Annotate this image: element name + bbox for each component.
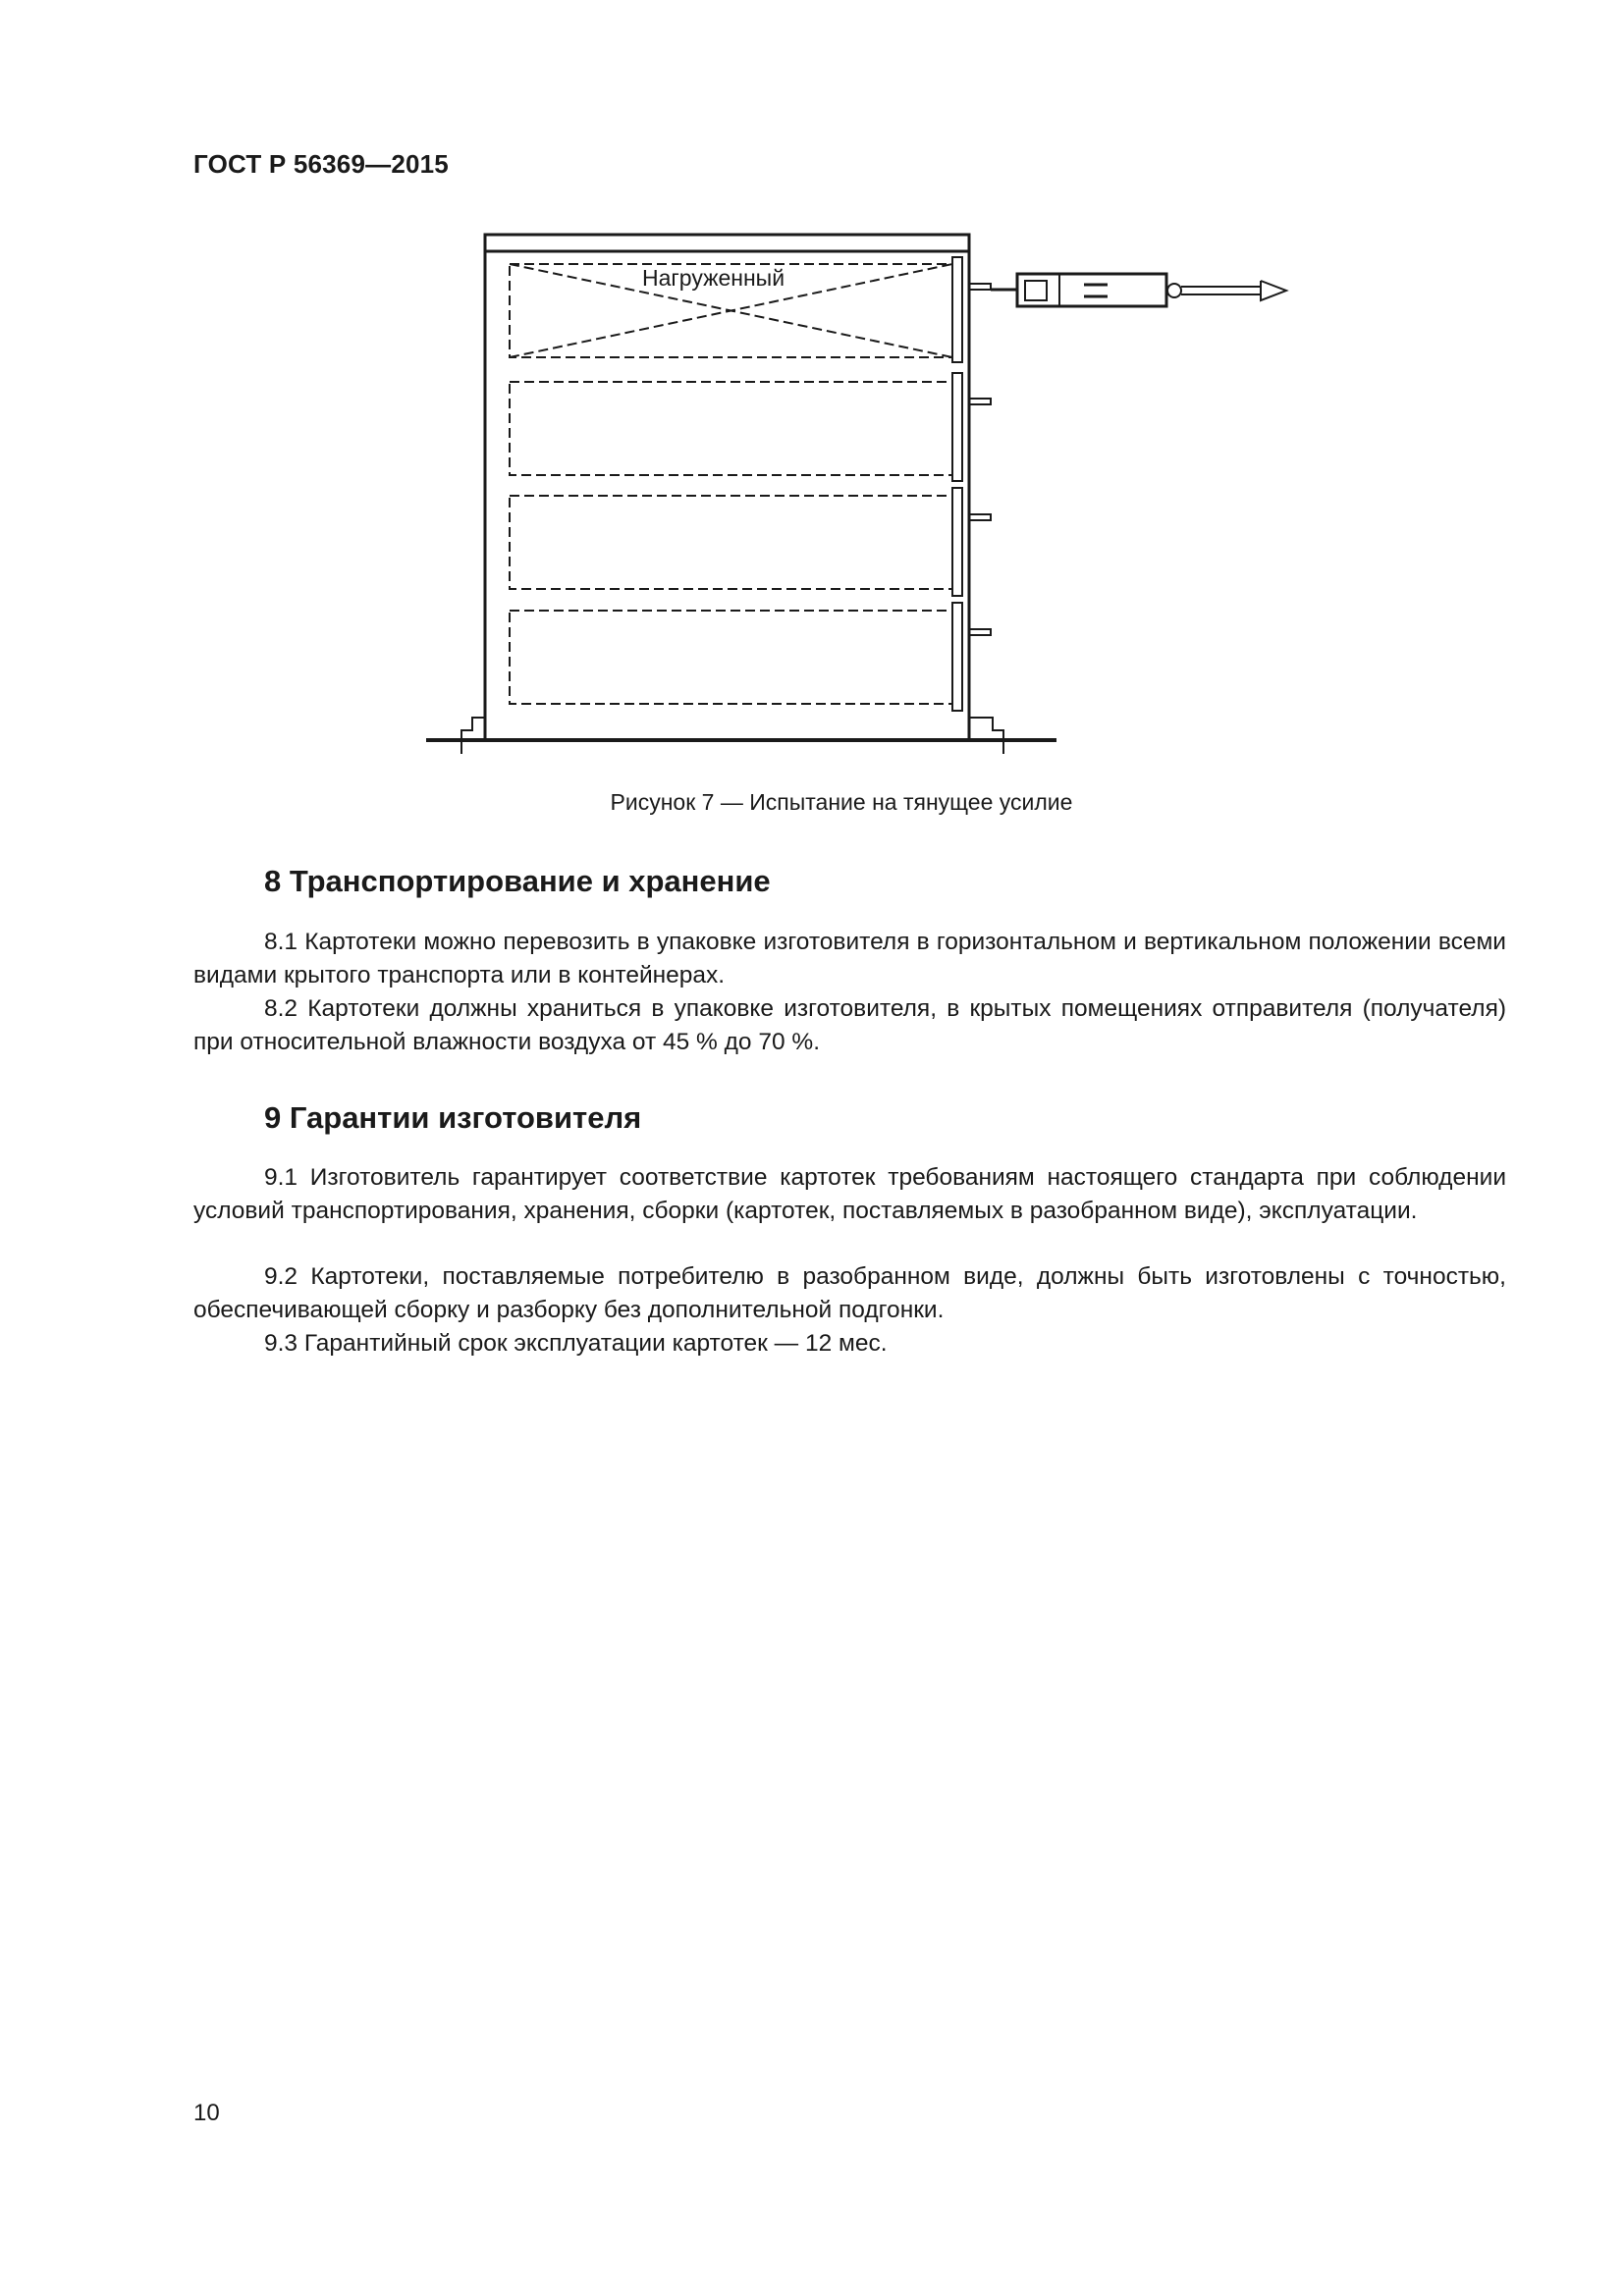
paragraph-8-2: 8.2 Картотеки должны храниться в упаковке изготовителя, в крытых помещениях отправителя (получателя) при относительной влажности воздуха от 45 % до 70 %. (193, 995, 1506, 1055)
section-heading-9: 9 Гарантии изготовителя (264, 1100, 642, 1135)
drawer-3 (510, 496, 952, 589)
paragraph-8-1: 8.1 Картотеки можно перевозить в упаковке изготовителя в горизонтальном и вертикальном положении всеми видами крытого транспорта или в контейнерах. (193, 929, 1506, 988)
drawer-front-3 (952, 488, 962, 596)
handle-4 (969, 629, 991, 635)
handle-3 (969, 514, 991, 520)
drawer-front-1 (952, 257, 962, 362)
left-foot (461, 718, 485, 740)
figure-pull-test (412, 216, 1296, 766)
handle-2 (969, 399, 991, 404)
paragraph-9-2: 9.2 Картотеки, поставляемые потребителю в разобранном виде, должны быть изготовлены с точностью, обеспечивающей сборку и разборку без дополнительной подгонки. (193, 1263, 1506, 1323)
drawer-front-2 (952, 373, 962, 481)
drawer-front-4 (952, 603, 962, 711)
pull-arrow (1181, 281, 1286, 300)
figure-label-loaded: Нагруженный (642, 265, 785, 291)
paragraph-9-3: 9.3 Гарантийный срок эксплуатации картотек — 12 мес. (264, 1330, 888, 1357)
section-heading-8: 8 Транспортирование и хранение (264, 864, 771, 898)
handle-1 (969, 284, 991, 290)
drawer-2 (510, 382, 952, 475)
figure-caption: Рисунок 7 — Испытание на тянущее усилие (610, 789, 1073, 815)
page-number: 10 (193, 2100, 220, 2126)
dynamometer (991, 274, 1181, 306)
document-code: ГОСТ Р 56369—2015 (193, 149, 449, 179)
paragraph-9-1: 9.1 Изготовитель гарантирует соответствие картотек требованиям настоящего стандарта при соблюдении условий транспортирования, хранения, сборки (картотек, поставляемых в разобранном виде), эксплуатации. (193, 1164, 1506, 1224)
right-foot (969, 718, 1003, 740)
drawer-4 (510, 611, 952, 704)
